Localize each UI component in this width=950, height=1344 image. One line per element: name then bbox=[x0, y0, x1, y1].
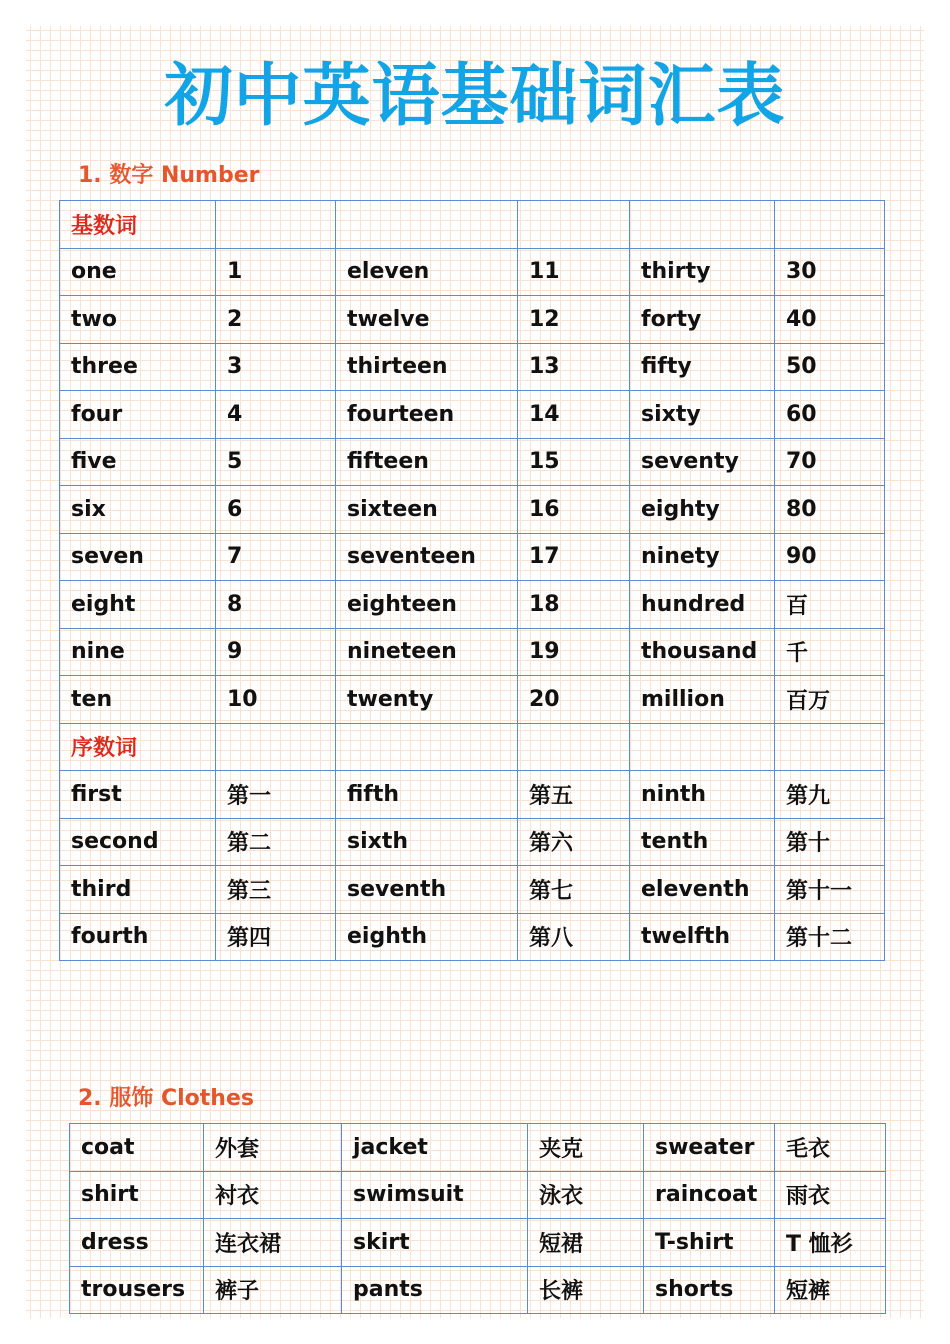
english-word-cell: tenth bbox=[630, 818, 775, 866]
english-word-cell: ninth bbox=[630, 771, 775, 819]
meaning-cell: 第六 bbox=[518, 818, 630, 866]
table-row bbox=[60, 866, 885, 914]
meaning-cell: 2 bbox=[216, 296, 336, 344]
section-heading-number: 1. 数字 Number bbox=[78, 163, 260, 188]
table-row bbox=[60, 438, 885, 486]
english-word-cell: nine bbox=[60, 628, 216, 676]
english-word-cell: one bbox=[60, 248, 216, 296]
table-row bbox=[60, 676, 885, 724]
english-word-cell: eighteen bbox=[336, 581, 518, 629]
english-word-cell: forty bbox=[630, 296, 775, 344]
english-word-cell: third bbox=[60, 866, 216, 914]
meaning-cell: 衬衣 bbox=[204, 1171, 342, 1219]
english-word-cell bbox=[336, 201, 518, 249]
group-label: 基数词 bbox=[60, 201, 216, 249]
meaning-cell: 短裤 bbox=[775, 1266, 886, 1314]
page-footer: 第1页, 共15页 bbox=[425, 1320, 525, 1338]
meaning-cell: 短裙 bbox=[528, 1219, 644, 1267]
meaning-cell: 第三 bbox=[216, 866, 336, 914]
english-word-cell: seventeen bbox=[336, 533, 518, 581]
table-group-row bbox=[60, 723, 885, 771]
table-row bbox=[60, 771, 885, 819]
meaning-cell: 毛衣 bbox=[775, 1124, 886, 1172]
meaning-cell: 第七 bbox=[518, 866, 630, 914]
meaning-cell: 15 bbox=[518, 438, 630, 486]
meaning-cell: 40 bbox=[775, 296, 885, 344]
meaning-cell: 裤子 bbox=[204, 1266, 342, 1314]
table-row bbox=[60, 296, 885, 344]
meaning-cell: 16 bbox=[518, 486, 630, 534]
english-word-cell: seventy bbox=[630, 438, 775, 486]
english-word-cell: four bbox=[60, 391, 216, 439]
english-word-cell: dress bbox=[70, 1219, 204, 1267]
page-title: 初中英语基础词汇表 bbox=[164, 57, 786, 136]
english-word-cell: seventh bbox=[336, 866, 518, 914]
table-row bbox=[70, 1171, 886, 1219]
meaning-cell: 6 bbox=[216, 486, 336, 534]
english-word-cell: two bbox=[60, 296, 216, 344]
english-word-cell: sixth bbox=[336, 818, 518, 866]
table-row bbox=[70, 1219, 886, 1267]
english-word-cell: hundred bbox=[630, 581, 775, 629]
meaning-cell: 50 bbox=[775, 343, 885, 391]
english-word-cell: sweater bbox=[644, 1124, 775, 1172]
english-word-cell: coat bbox=[70, 1124, 204, 1172]
english-word-cell: nineteen bbox=[336, 628, 518, 676]
meaning-cell: 第八 bbox=[518, 913, 630, 961]
meaning-cell: 4 bbox=[216, 391, 336, 439]
meaning-cell: 1 bbox=[216, 248, 336, 296]
meaning-cell bbox=[216, 201, 336, 249]
english-word-cell: seven bbox=[60, 533, 216, 581]
meaning-cell: 雨衣 bbox=[775, 1171, 886, 1219]
meaning-cell: 5 bbox=[216, 438, 336, 486]
english-word-cell: fifteen bbox=[336, 438, 518, 486]
meaning-cell: 12 bbox=[518, 296, 630, 344]
table-group-row bbox=[60, 201, 885, 249]
table-row bbox=[60, 486, 885, 534]
meaning-cell: 百万 bbox=[775, 676, 885, 724]
number-vocab-table bbox=[59, 200, 885, 961]
meaning-cell: 60 bbox=[775, 391, 885, 439]
meaning-cell: 第十二 bbox=[775, 913, 885, 961]
meaning-cell: 18 bbox=[518, 581, 630, 629]
english-word-cell bbox=[630, 723, 775, 771]
group-label: 序数词 bbox=[60, 723, 216, 771]
table-row bbox=[70, 1266, 886, 1314]
table-row bbox=[60, 533, 885, 581]
english-word-cell: twelve bbox=[336, 296, 518, 344]
english-word-cell: fourth bbox=[60, 913, 216, 961]
meaning-cell: 7 bbox=[216, 533, 336, 581]
table-row bbox=[60, 818, 885, 866]
meaning-cell: 19 bbox=[518, 628, 630, 676]
english-word-cell: pants bbox=[342, 1266, 528, 1314]
table-row bbox=[60, 248, 885, 296]
meaning-cell bbox=[775, 201, 885, 249]
english-word-cell: first bbox=[60, 771, 216, 819]
english-word-cell: T-shirt bbox=[644, 1219, 775, 1267]
english-word-cell: shirt bbox=[70, 1171, 204, 1219]
meaning-cell bbox=[775, 723, 885, 771]
meaning-cell: 连衣裙 bbox=[204, 1219, 342, 1267]
english-word-cell: second bbox=[60, 818, 216, 866]
table-row bbox=[60, 913, 885, 961]
english-word-cell: three bbox=[60, 343, 216, 391]
meaning-cell: 第五 bbox=[518, 771, 630, 819]
meaning-cell: 第十一 bbox=[775, 866, 885, 914]
meaning-cell: 17 bbox=[518, 533, 630, 581]
english-word-cell: six bbox=[60, 486, 216, 534]
meaning-cell: 11 bbox=[518, 248, 630, 296]
meaning-cell: 外套 bbox=[204, 1124, 342, 1172]
meaning-cell: 3 bbox=[216, 343, 336, 391]
meaning-cell bbox=[518, 723, 630, 771]
meaning-cell: 泳衣 bbox=[528, 1171, 644, 1219]
english-word-cell: eleventh bbox=[630, 866, 775, 914]
english-word-cell: ten bbox=[60, 676, 216, 724]
clothes-vocab-table bbox=[69, 1123, 886, 1314]
english-word-cell: eighth bbox=[336, 913, 518, 961]
english-word-cell: thirteen bbox=[336, 343, 518, 391]
meaning-cell: 8 bbox=[216, 581, 336, 629]
english-word-cell: eighty bbox=[630, 486, 775, 534]
table-row bbox=[60, 343, 885, 391]
table-row bbox=[70, 1124, 886, 1172]
meaning-cell: 14 bbox=[518, 391, 630, 439]
english-word-cell: fifth bbox=[336, 771, 518, 819]
english-word-cell: five bbox=[60, 438, 216, 486]
meaning-cell: 90 bbox=[775, 533, 885, 581]
meaning-cell: 第四 bbox=[216, 913, 336, 961]
english-word-cell: twenty bbox=[336, 676, 518, 724]
meaning-cell: 9 bbox=[216, 628, 336, 676]
meaning-cell: 第九 bbox=[775, 771, 885, 819]
meaning-cell: 长裤 bbox=[528, 1266, 644, 1314]
meaning-cell: 70 bbox=[775, 438, 885, 486]
english-word-cell: swimsuit bbox=[342, 1171, 528, 1219]
english-word-cell: shorts bbox=[644, 1266, 775, 1314]
english-word-cell: ninety bbox=[630, 533, 775, 581]
meaning-cell: 千 bbox=[775, 628, 885, 676]
table-row bbox=[60, 628, 885, 676]
meaning-cell: 第十 bbox=[775, 818, 885, 866]
english-word-cell: thirty bbox=[630, 248, 775, 296]
meaning-cell: 第一 bbox=[216, 771, 336, 819]
english-word-cell: eight bbox=[60, 581, 216, 629]
meaning-cell bbox=[216, 723, 336, 771]
meaning-cell: 30 bbox=[775, 248, 885, 296]
english-word-cell: fourteen bbox=[336, 391, 518, 439]
english-word-cell: fifty bbox=[630, 343, 775, 391]
english-word-cell: eleven bbox=[336, 248, 518, 296]
meaning-cell: 80 bbox=[775, 486, 885, 534]
meaning-cell: T 恤衫 bbox=[775, 1219, 886, 1267]
english-word-cell: sixteen bbox=[336, 486, 518, 534]
english-word-cell: sixty bbox=[630, 391, 775, 439]
english-word-cell: million bbox=[630, 676, 775, 724]
meaning-cell: 13 bbox=[518, 343, 630, 391]
english-word-cell bbox=[630, 201, 775, 249]
section-heading-clothes: 2. 服饰 Clothes bbox=[78, 1086, 254, 1111]
english-word-cell: thousand bbox=[630, 628, 775, 676]
meaning-cell: 第二 bbox=[216, 818, 336, 866]
meaning-cell: 百 bbox=[775, 581, 885, 629]
table-row bbox=[60, 581, 885, 629]
english-word-cell: trousers bbox=[70, 1266, 204, 1314]
meaning-cell: 20 bbox=[518, 676, 630, 724]
meaning-cell: 10 bbox=[216, 676, 336, 724]
english-word-cell: jacket bbox=[342, 1124, 528, 1172]
english-word-cell: skirt bbox=[342, 1219, 528, 1267]
table-row bbox=[60, 391, 885, 439]
meaning-cell bbox=[518, 201, 630, 249]
english-word-cell bbox=[336, 723, 518, 771]
meaning-cell: 夹克 bbox=[528, 1124, 644, 1172]
english-word-cell: raincoat bbox=[644, 1171, 775, 1219]
english-word-cell: twelfth bbox=[630, 913, 775, 961]
